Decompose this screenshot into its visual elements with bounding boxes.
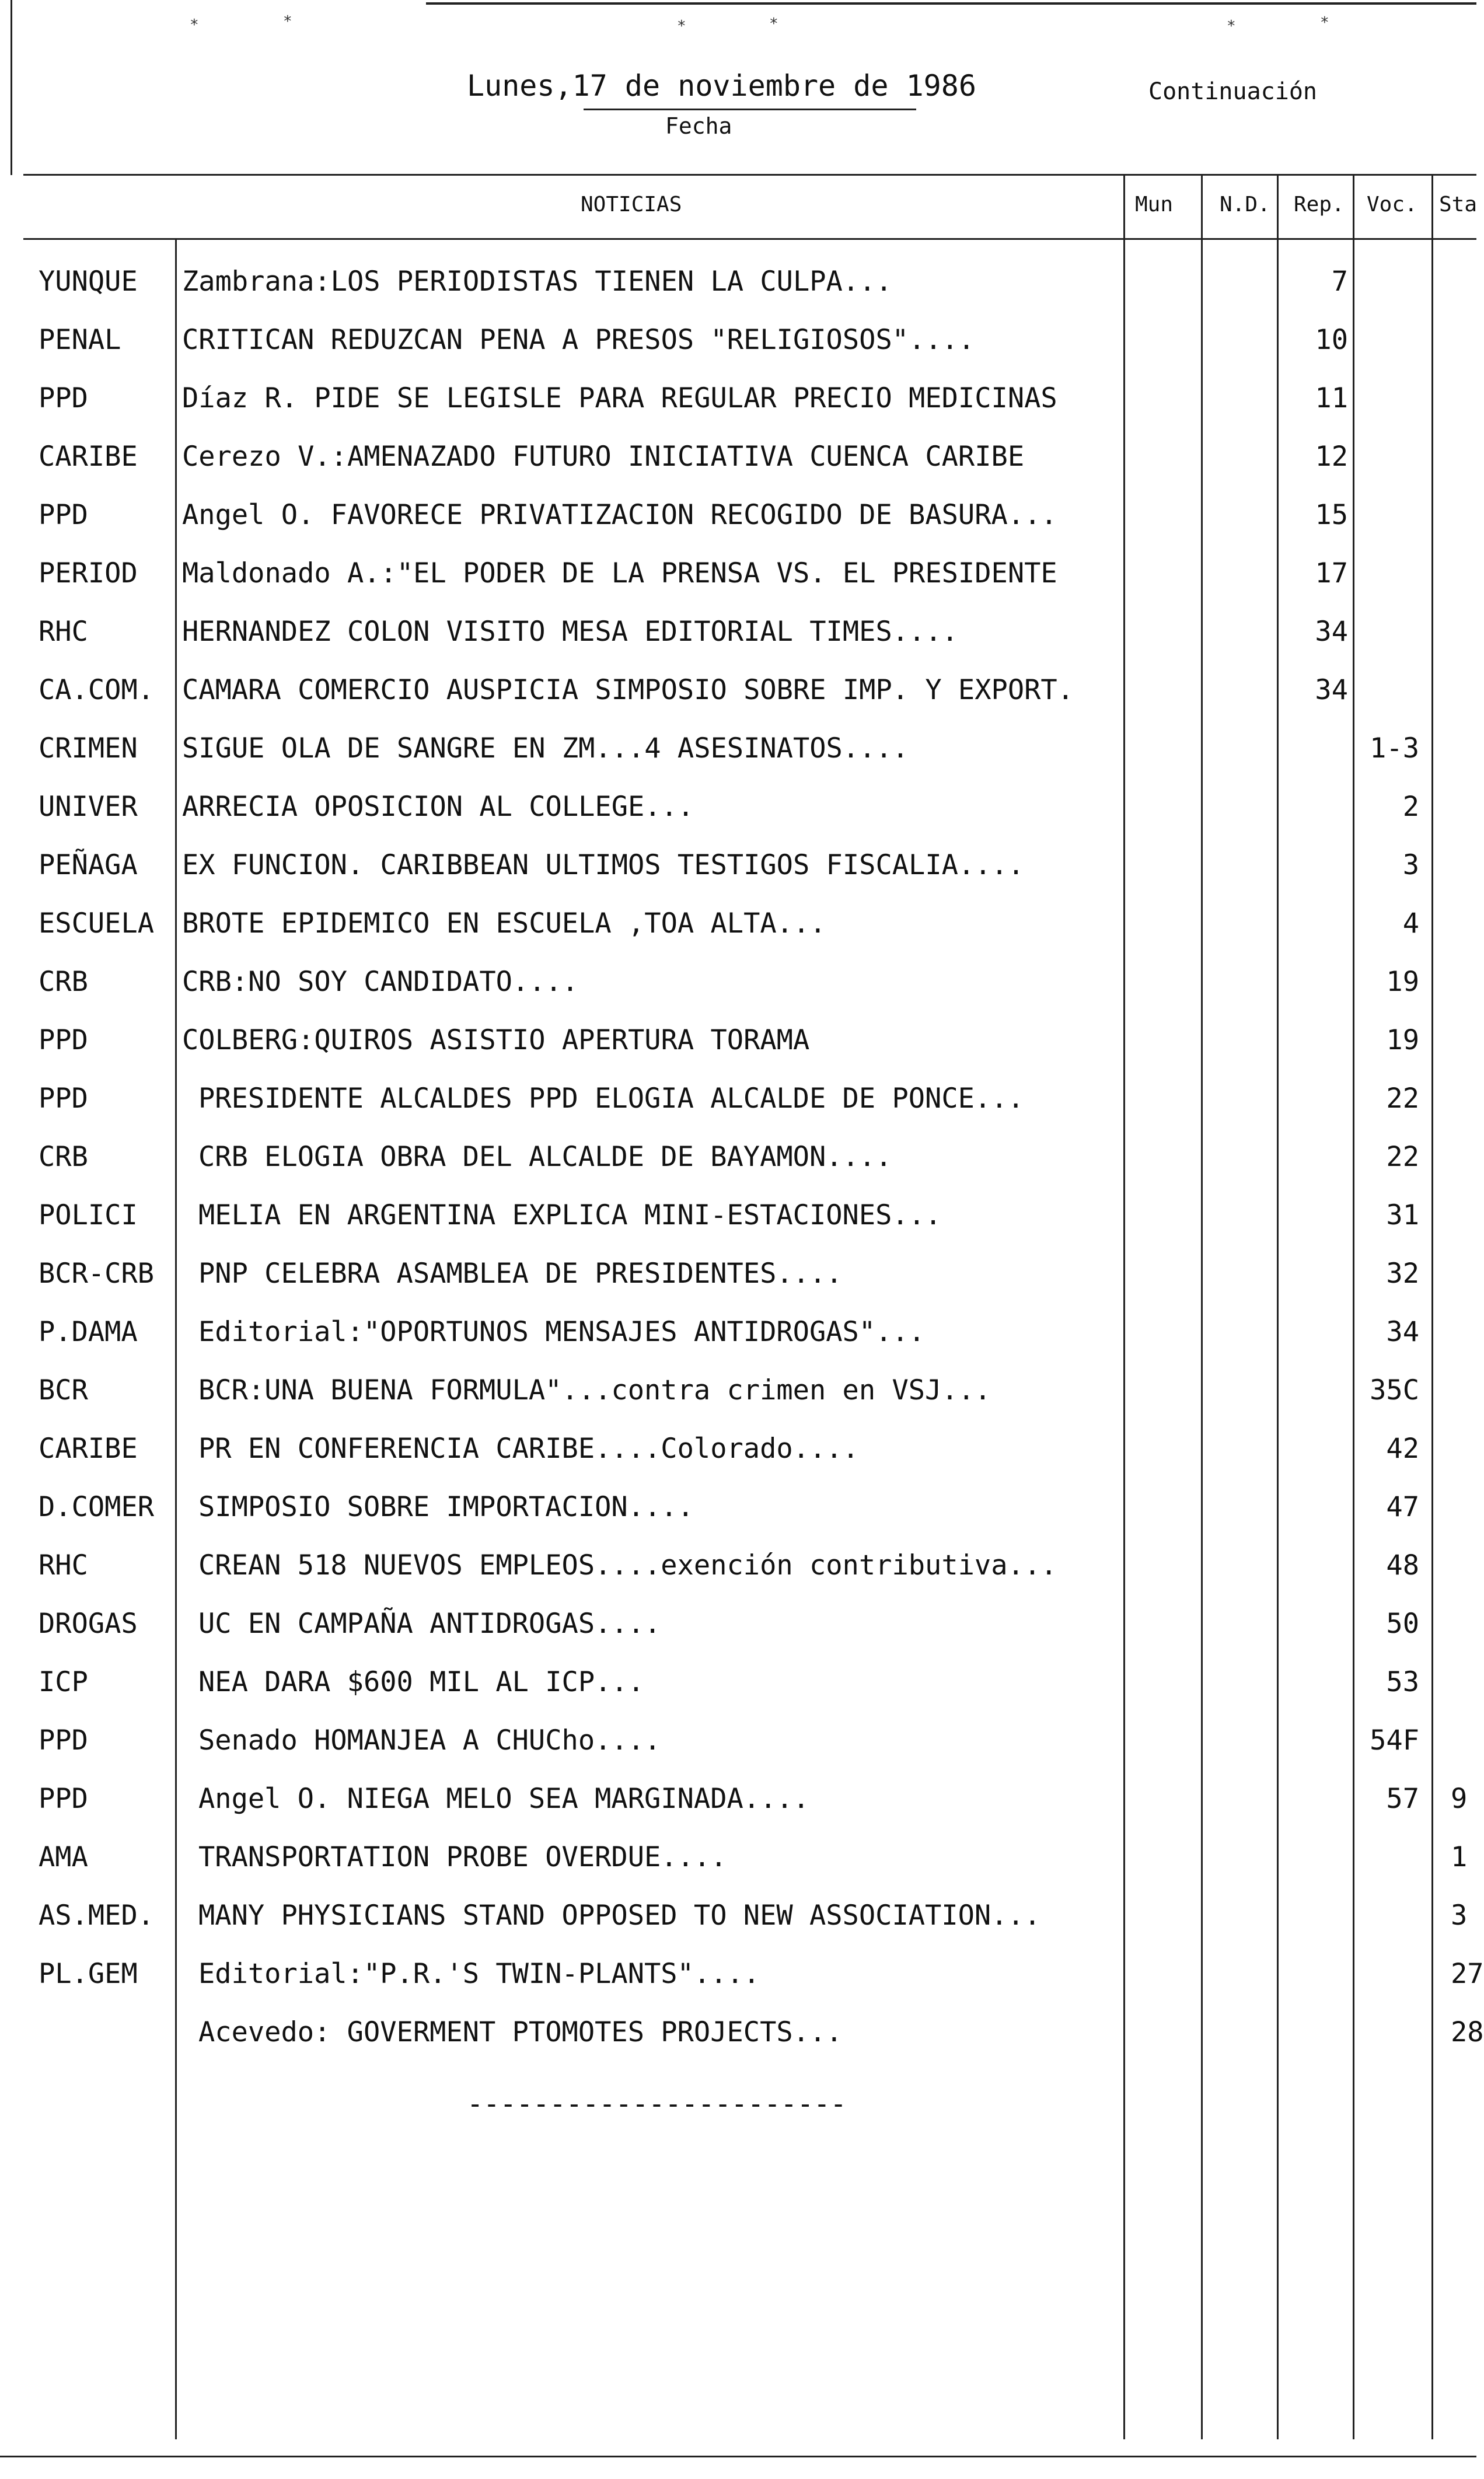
row-tag: DROGAS xyxy=(39,1608,138,1640)
col-header-nd: N.D. xyxy=(1220,193,1270,217)
table-header-rule xyxy=(23,238,1476,240)
row-sta-page: 1 xyxy=(1451,1841,1468,1873)
table-row xyxy=(0,661,1476,720)
left-edge-line xyxy=(11,0,12,175)
table-top-rule xyxy=(23,174,1476,176)
row-sta-page: 9 xyxy=(1451,1783,1468,1815)
row-sta-page: 3 xyxy=(1451,1900,1468,1932)
row-voc-page: 2 xyxy=(1402,791,1419,823)
row-rep-page: 10 xyxy=(1315,324,1348,356)
table-row xyxy=(0,544,1476,603)
table-row xyxy=(0,428,1476,486)
row-rep-page: 34 xyxy=(1315,616,1348,648)
row-voc-page: 19 xyxy=(1386,966,1419,998)
row-rep-page: 17 xyxy=(1315,557,1348,589)
row-headline: Angel O. NIEGA MELO SEA MARGINADA.... xyxy=(198,1783,809,1815)
row-tag: RHC xyxy=(39,616,88,648)
table-row xyxy=(0,1070,1476,1128)
row-voc-page: 31 xyxy=(1386,1199,1419,1231)
row-rep-page: 12 xyxy=(1315,441,1348,473)
table-row xyxy=(0,778,1476,836)
table-row xyxy=(0,1420,1476,1478)
row-rep-page: 11 xyxy=(1315,382,1348,414)
table-row xyxy=(0,1128,1476,1186)
row-headline: BROTE EPIDEMICO EN ESCUELA ,TOA ALTA... xyxy=(182,907,826,940)
row-headline: Maldonado A.:"EL PODER DE LA PRENSA VS. EL PRESIDENTE xyxy=(182,557,1057,589)
col-header-voc: Voc. xyxy=(1367,193,1417,217)
row-tag: D.COMER xyxy=(39,1491,155,1523)
scan-speck: * xyxy=(677,18,686,35)
row-headline: ARRECIA OPOSICION AL COLLEGE... xyxy=(182,791,694,823)
table-row xyxy=(0,1186,1476,1245)
row-voc-page: 19 xyxy=(1386,1024,1419,1056)
row-voc-page: 22 xyxy=(1386,1083,1419,1115)
row-rep-page: 15 xyxy=(1315,499,1348,531)
table-row xyxy=(0,1478,1476,1537)
table-row xyxy=(0,1887,1476,1945)
col-header-noticias: NOTICIAS xyxy=(581,193,682,217)
row-tag: ESCUELA xyxy=(39,907,155,940)
table-row xyxy=(0,720,1476,778)
table-row xyxy=(0,1011,1476,1070)
row-tag: CRB xyxy=(39,1141,88,1173)
row-voc-page: 47 xyxy=(1386,1491,1419,1523)
row-rep-page: 34 xyxy=(1315,674,1348,706)
row-tag: UNIVER xyxy=(39,791,138,823)
row-tag: CRB xyxy=(39,966,88,998)
row-voc-page: 3 xyxy=(1402,849,1419,881)
row-headline: CRB ELOGIA OBRA DEL ALCALDE DE BAYAMON.... xyxy=(198,1141,892,1173)
row-tag: ICP xyxy=(39,1666,88,1698)
row-headline: CAMARA COMERCIO AUSPICIA SIMPOSIO SOBRE IMP. Y EXPORT. xyxy=(182,674,1074,706)
row-tag: PPD xyxy=(39,1783,88,1815)
row-headline: NEA DARA $600 MIL AL ICP... xyxy=(198,1666,645,1698)
table-bottom-rule xyxy=(0,2456,1476,2457)
row-headline: MANY PHYSICIANS STAND OPPOSED TO NEW ASSOCIATION... xyxy=(198,1900,1041,1932)
table-row xyxy=(0,953,1476,1011)
top-edge-line xyxy=(426,2,1476,5)
scan-speck: * xyxy=(769,15,778,33)
row-headline: TRANSPORTATION PROBE OVERDUE.... xyxy=(198,1841,727,1873)
row-headline: MELIA EN ARGENTINA EXPLICA MINI-ESTACIONES... xyxy=(198,1199,942,1231)
row-voc-page: 57 xyxy=(1386,1783,1419,1815)
row-tag: P.DAMA xyxy=(39,1316,138,1348)
table-row xyxy=(0,1712,1476,1770)
report-date: Lunes,17 de noviembre de 1986 xyxy=(467,69,976,103)
scan-speck: * xyxy=(1227,18,1236,35)
date-underline xyxy=(584,109,916,110)
row-tag: CA.COM. xyxy=(39,674,155,706)
table-row xyxy=(0,1537,1476,1595)
row-tag: YUNQUE xyxy=(39,266,138,298)
table-row xyxy=(0,1770,1476,1828)
table-row xyxy=(0,486,1476,544)
continuation-label: Continuación xyxy=(1148,78,1317,105)
row-tag: POLICI xyxy=(39,1199,138,1231)
row-headline: Zambrana:LOS PERIODISTAS TIENEN LA CULPA... xyxy=(182,266,892,298)
row-tag: PPD xyxy=(39,499,88,531)
row-headline: Angel O. FAVORECE PRIVATIZACION RECOGIDO DE BASURA... xyxy=(182,499,1057,531)
row-voc-page: 4 xyxy=(1402,907,1419,940)
table-row xyxy=(0,836,1476,895)
row-headline: Díaz R. PIDE SE LEGISLE PARA REGULAR PRECIO MEDICINAS xyxy=(182,382,1057,414)
row-headline: Editorial:"P.R.'S TWIN-PLANTS".... xyxy=(198,1958,760,1990)
row-headline: CRITICAN REDUZCAN PENA A PRESOS "RELIGIOSOS".... xyxy=(182,324,975,356)
row-headline: SIGUE OLA DE SANGRE EN ZM...4 ASESINATOS.... xyxy=(182,732,909,764)
row-voc-page: 32 xyxy=(1386,1258,1419,1290)
row-tag: AMA xyxy=(39,1841,88,1873)
table-row xyxy=(0,895,1476,953)
row-sta-page: 27 xyxy=(1451,1958,1484,1990)
table-row xyxy=(0,1595,1476,1653)
row-voc-page: 50 xyxy=(1386,1608,1419,1640)
row-headline: CRB:NO SOY CANDIDATO.... xyxy=(182,966,579,998)
row-voc-page: 34 xyxy=(1386,1316,1419,1348)
row-tag: PL.GEM xyxy=(39,1958,138,1990)
row-tag: PPD xyxy=(39,382,88,414)
row-tag: PENAL xyxy=(39,324,121,356)
row-headline: Acevedo: GOVERMENT PTOMOTES PROJECTS... xyxy=(198,2016,843,2048)
row-tag: RHC xyxy=(39,1549,88,1581)
end-of-list-rule: ----------------------- xyxy=(467,2088,847,2120)
table-row xyxy=(0,369,1476,428)
row-headline: BCR:UNA BUENA FORMULA"...contra crimen en VSJ... xyxy=(198,1374,991,1406)
row-headline: CREAN 518 NUEVOS EMPLEOS....exención contributiva... xyxy=(198,1549,1057,1581)
table-row xyxy=(0,1245,1476,1303)
table-row xyxy=(0,603,1476,661)
scan-speck: * xyxy=(283,13,292,30)
row-tag: CARIBE xyxy=(39,1433,138,1465)
row-tag: PPD xyxy=(39,1724,88,1757)
table-row xyxy=(0,253,1476,311)
table-row xyxy=(0,1361,1476,1420)
row-voc-page: 54F xyxy=(1370,1724,1419,1757)
row-headline: SIMPOSIO SOBRE IMPORTACION.... xyxy=(198,1491,694,1523)
row-tag: CRIMEN xyxy=(39,732,138,764)
row-headline: PNP CELEBRA ASAMBLEA DE PRESIDENTES.... xyxy=(198,1258,843,1290)
row-tag: BCR-CRB xyxy=(39,1258,155,1290)
table-row xyxy=(0,1945,1484,2003)
row-headline: PRESIDENTE ALCALDES PPD ELOGIA ALCALDE DE PONCE... xyxy=(198,1083,1024,1115)
row-tag: PERIOD xyxy=(39,557,138,589)
row-voc-page: 1-3 xyxy=(1370,732,1419,764)
date-label: Fecha xyxy=(665,113,732,139)
row-voc-page: 22 xyxy=(1386,1141,1419,1173)
row-voc-page: 53 xyxy=(1386,1666,1419,1698)
row-headline: Editorial:"OPORTUNOS MENSAJES ANTIDROGAS"... xyxy=(198,1316,926,1348)
row-headline: EX FUNCION. CARIBBEAN ULTIMOS TESTIGOS FISCALIA.... xyxy=(182,849,1025,881)
row-headline: PR EN CONFERENCIA CARIBE....Colorado.... xyxy=(198,1433,859,1465)
row-tag: PEÑAGA xyxy=(39,849,138,881)
table-row xyxy=(0,311,1476,369)
row-tag: BCR xyxy=(39,1374,88,1406)
row-voc-page: 48 xyxy=(1386,1549,1419,1581)
row-sta-page: 28 xyxy=(1451,2016,1484,2048)
col-header-sta: Sta xyxy=(1439,193,1478,217)
row-headline: COLBERG:QUIROS ASISTIO APERTURA TORAMA xyxy=(182,1024,810,1056)
scan-speck: * xyxy=(1320,14,1329,32)
col-header-mun: Mun xyxy=(1135,193,1174,217)
table-row xyxy=(0,1828,1476,1887)
row-tag: CARIBE xyxy=(39,441,138,473)
row-voc-page: 42 xyxy=(1386,1433,1419,1465)
scan-speck: * xyxy=(190,16,199,34)
row-headline: UC EN CAMPAÑA ANTIDROGAS.... xyxy=(198,1608,661,1640)
table-row xyxy=(0,1653,1476,1712)
row-tag: PPD xyxy=(39,1024,88,1056)
table-row xyxy=(0,2003,1484,2062)
row-headline: HERNANDEZ COLON VISITO MESA EDITORIAL TIMES.... xyxy=(182,616,958,648)
table-row xyxy=(0,1303,1476,1361)
row-voc-page: 35C xyxy=(1370,1374,1419,1406)
row-headline: Senado HOMANJEA A CHUCho.... xyxy=(198,1724,661,1757)
row-headline: Cerezo V.:AMENAZADO FUTURO INICIATIVA CUENCA CARIBE xyxy=(182,441,1025,473)
row-tag: PPD xyxy=(39,1083,88,1115)
row-rep-page: 7 xyxy=(1331,266,1348,298)
row-tag: AS.MED. xyxy=(39,1900,155,1932)
col-header-rep: Rep. xyxy=(1294,193,1345,217)
